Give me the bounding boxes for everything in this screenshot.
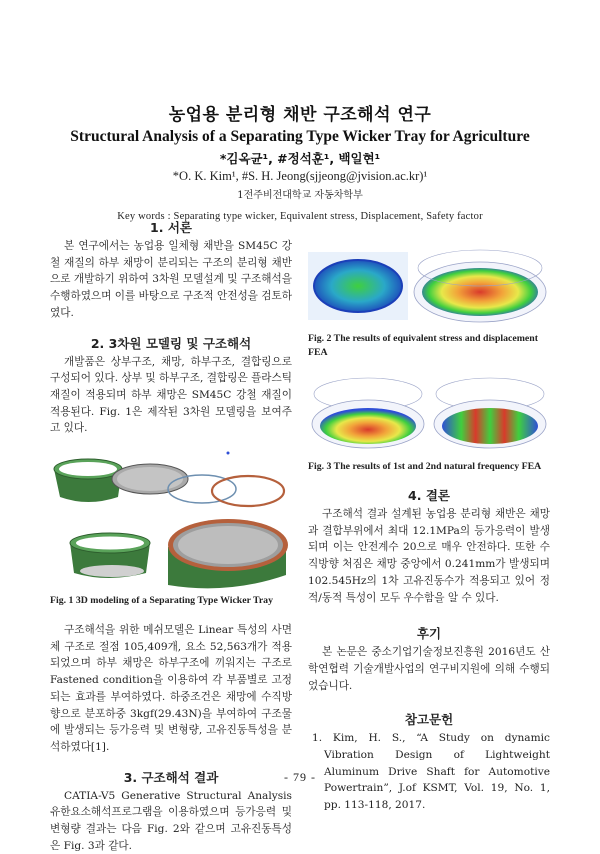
section-heading-intro: 1. 서론 — [150, 220, 192, 235]
section-heading-results: 3. 구조해석 결과 — [123, 769, 219, 785]
figure-1-caption: Fig. 1 3D modeling of a Separating Type Wicker Tray — [50, 595, 273, 607]
section-heading-acknowledgement: 후기 — [416, 626, 442, 642]
figure-1-illustration — [50, 445, 292, 590]
coupling-ring-part — [212, 476, 284, 506]
keywords: Key words : Separating type wicker, Equivalent stress, Displacement, Safety factor — [117, 211, 483, 222]
lower-structure-part — [70, 533, 150, 578]
stress-plot — [308, 252, 408, 320]
modeling-paragraph: 개발품은 상부구조, 채망, 하부구조, 결합링으로 구성되어 있다. 상부 및 하부구조, 결합링은 플라스틱재질이 적용되며 하부 채망은 SM45C 강철 재질이 적용된다. Fig. 1은 제작된 3차원 모델링을 보여주고 있다. — [50, 355, 292, 435]
figure-2-caption: Fig. 2 The results of equivalent stress and displacement FEA — [308, 333, 538, 358]
authors-english: *O. K. Kim¹, #S. H. Jeong(sjjeong@jvision.ac.kr)¹ — [172, 169, 428, 183]
mode-2-plot — [434, 378, 546, 448]
analysis-paragraph: 구조해석을 위한 메쉬모델은 Linear 특성의 사면체 구조로 절점 105,409개, 요소 52,563개가 적용되었으며 하부 채망은 하부구조에 끼워지는 구조로 Fastened condition을 이용하여 각 부품별로 고정되는 효과를 부여하였다. 하중조건은 채망에 수직방향으로 분포하중 3kgf(29.43N)을 부여하여 구조물에 발생되는 등가응력 및 변형량, 고유진동특성을 분석하였다[1]. — [50, 624, 292, 753]
intro-paragraph: 본 연구에서는 농업용 일체형 채반을 SM45C 강철 재질의 하부 채망이 분리되는 구조의 분리형 채반으로 개발하기 위하여 3차원 모델설계 및 구조해석을 수행하였으며 이를 바탕으로 구조적 안전성을 검토하였다. — [50, 240, 292, 319]
section-heading-modeling: 2. 3차원 모델링 및 구조해석 — [90, 335, 252, 351]
figure-3-caption: Fig. 3 The results of 1st and 2nd natural frequency FEA — [308, 461, 542, 472]
title-english: Structural Analysis of a Separating Type Wicker Tray for Agriculture — [70, 128, 530, 145]
assembled-tray — [168, 519, 288, 588]
figure-3-fea-frequency — [308, 374, 550, 454]
title-korean: 농업용 분리형 채반 구조해석 연구 — [168, 105, 432, 125]
section-heading-conclusion: 4. 결론 — [408, 488, 450, 503]
figure-2-illustration — [308, 246, 550, 326]
displacement-plot — [414, 250, 546, 322]
results-paragraph: CATIA-V5 Generative Structural Analysis 유한요소해석프로그램을 이용하였으며 등가응력 및 변형량 결과는 다음 Fig. 2와 같으며 고유진동특성은 Fig. 3과 같다. — [50, 789, 292, 852]
conclusion-paragraph: 구조해석 결과 설계된 농업용 분리형 채반은 채망과 결합부위에서 최대 12.1MPa의 등가응력이 발생되며 이는 안전계수 20으로 매우 안전하다. 또한 수직방향 처짐은 채망 중앙에서 0.241mm가 발생되며 102.545Hz의 1차 고유진동수가 적용되고 있어 정적/동적 특성이 모두 우수함을 알 수 있다. — [308, 508, 550, 604]
figure-2-fea-stress — [308, 246, 550, 326]
figure-3-illustration — [308, 374, 550, 454]
figure-1-3d-model — [50, 445, 292, 590]
reference-item: 1. Kim, H. S., “A Study on dynamic Vibration Design of Lightweight Aluminum Drive Shaft for Automotive Powertrain”, J.of KSMT, Vol. 19, No. 1, pp. 113-118, 2017. — [312, 732, 550, 812]
right-column — [308, 240, 550, 814]
paper-header — [0, 100, 600, 222]
left-column — [50, 218, 292, 854]
affiliation: 1전주비전대학교 자동차학부 — [237, 190, 363, 201]
mode-1-plot — [312, 378, 424, 448]
authors-korean: *김옥균¹, #정석훈¹, 백일현¹ — [219, 151, 381, 166]
section-heading-references: 참고문헌 — [404, 712, 454, 728]
acknowledgement-paragraph: 본 논문은 중소기업기술정보진흥원 2016년도 산학연협력 기술개발사업의 연구비지원에 의해 수행되었습니다. — [308, 646, 550, 692]
page-number: - 79 - — [284, 770, 316, 784]
